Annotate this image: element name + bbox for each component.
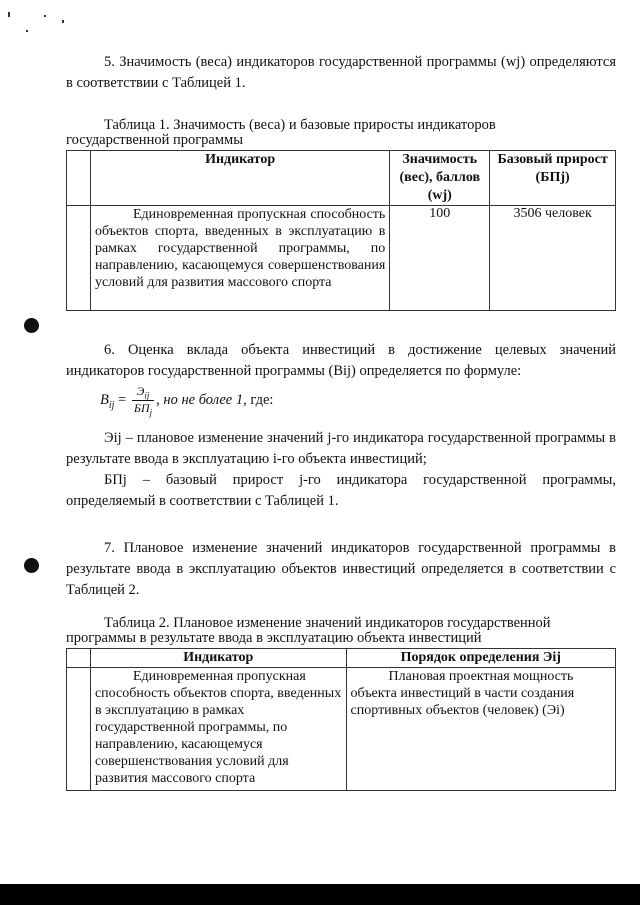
table-2-header-num xyxy=(67,649,91,668)
table-row xyxy=(67,668,616,791)
table-1-caption: Таблица 1. Значимость (веса) и базовые приросты индикаторов государственной программы xyxy=(66,117,496,148)
formula-denominator-sub: j xyxy=(149,407,153,418)
punch-hole-dot xyxy=(24,318,39,333)
table-1-header-row xyxy=(67,151,616,206)
scan-speck xyxy=(26,30,28,32)
table-2-cell-method: Плановая проектная мощность объекта инвестиций в части создания спортивных объектов (человек) (Эi) xyxy=(346,668,615,791)
formula-denominator: БП xyxy=(133,401,150,416)
table-1-cell-base: 3506 человек xyxy=(490,206,616,311)
formula-bij: $B_{ij}$ = $\frac{Э_{ij}}{БП_j}$ , но не более 1, где: xyxy=(100,384,274,418)
scan-speck xyxy=(8,12,10,17)
table-1-header-weight: Значимость (вес), баллов (wj) xyxy=(390,151,490,206)
table-2-header-method: Порядок определения Эij xyxy=(346,649,615,668)
table-2 xyxy=(66,648,616,791)
table-2-header-indicator: Индикатор xyxy=(90,649,346,668)
table-2-header-row xyxy=(67,649,616,668)
formula-fraction xyxy=(132,384,154,418)
formula-tail: , где: xyxy=(243,392,274,409)
formula-numerator-sub: ij xyxy=(144,390,150,401)
table-1-cell-indicator: Единовременная пропускная способность объектов спорта, введенных в эксплуатацию в рамках государственной программы, по направлению, касающемуся совершенствования условий для развития массового спорта xyxy=(90,206,389,311)
section-5-paragraph: 5. Значимость (веса) индикаторов государственной программы (wj) определяются в соответствии с Таблицей 1. xyxy=(66,54,616,91)
table-1-header-base: Базовый прирост (БПj) xyxy=(490,151,616,206)
punch-hole-dot xyxy=(24,558,39,573)
definition-bpj: БПj – базовый прирост j-го индикатора государственной программы, определяемый в соответствии с Таблицей 1. xyxy=(66,472,616,509)
table-1-cell-weight: 100 xyxy=(390,206,490,311)
definition-eij: Эij – плановое изменение значений j-го индикатора государственной программы в результате ввода в эксплуатацию i-го объекта инвестиций; xyxy=(66,430,616,467)
scan-speck xyxy=(44,15,46,17)
table-1 xyxy=(66,150,616,311)
table-2-caption: Таблица 2. Плановое изменение значений индикаторов государственной программы в результате ввода в эксплуатацию объекта инвестиций xyxy=(66,615,551,646)
formula-suffix: , но не более 1 xyxy=(156,392,244,409)
table-2-cell-indicator: Единовременная пропускная способность объектов спорта, введенных в эксплуатацию в рамках государственной программы, по направлению, касающемуся совершенствования условий для развития массового спорта xyxy=(90,668,346,791)
table-1-header-num xyxy=(67,151,91,206)
section-6-paragraph: 6. Оценка вклада объекта инвестиций в достижение целевых значений индикаторов государственной программы (Bij) определяется по формуле: xyxy=(66,342,616,379)
section-7-paragraph: 7. Плановое изменение значений индикаторов государственной программы в результате ввода в эксплуатацию объектов инвестиций определяется в соответствии с Таблицей 2. xyxy=(66,540,616,598)
table-1-header-indicator: Индикатор xyxy=(90,151,389,206)
formula-lhs-sub: ij xyxy=(108,400,115,412)
table-1-cell-num xyxy=(67,206,91,311)
scan-bottom-edge xyxy=(0,884,640,905)
formula-lhs: B xyxy=(100,392,109,409)
formula-numerator: Э xyxy=(136,384,145,398)
scan-speck xyxy=(62,20,64,23)
table-row xyxy=(67,206,616,311)
table-2-cell-num xyxy=(67,668,91,791)
